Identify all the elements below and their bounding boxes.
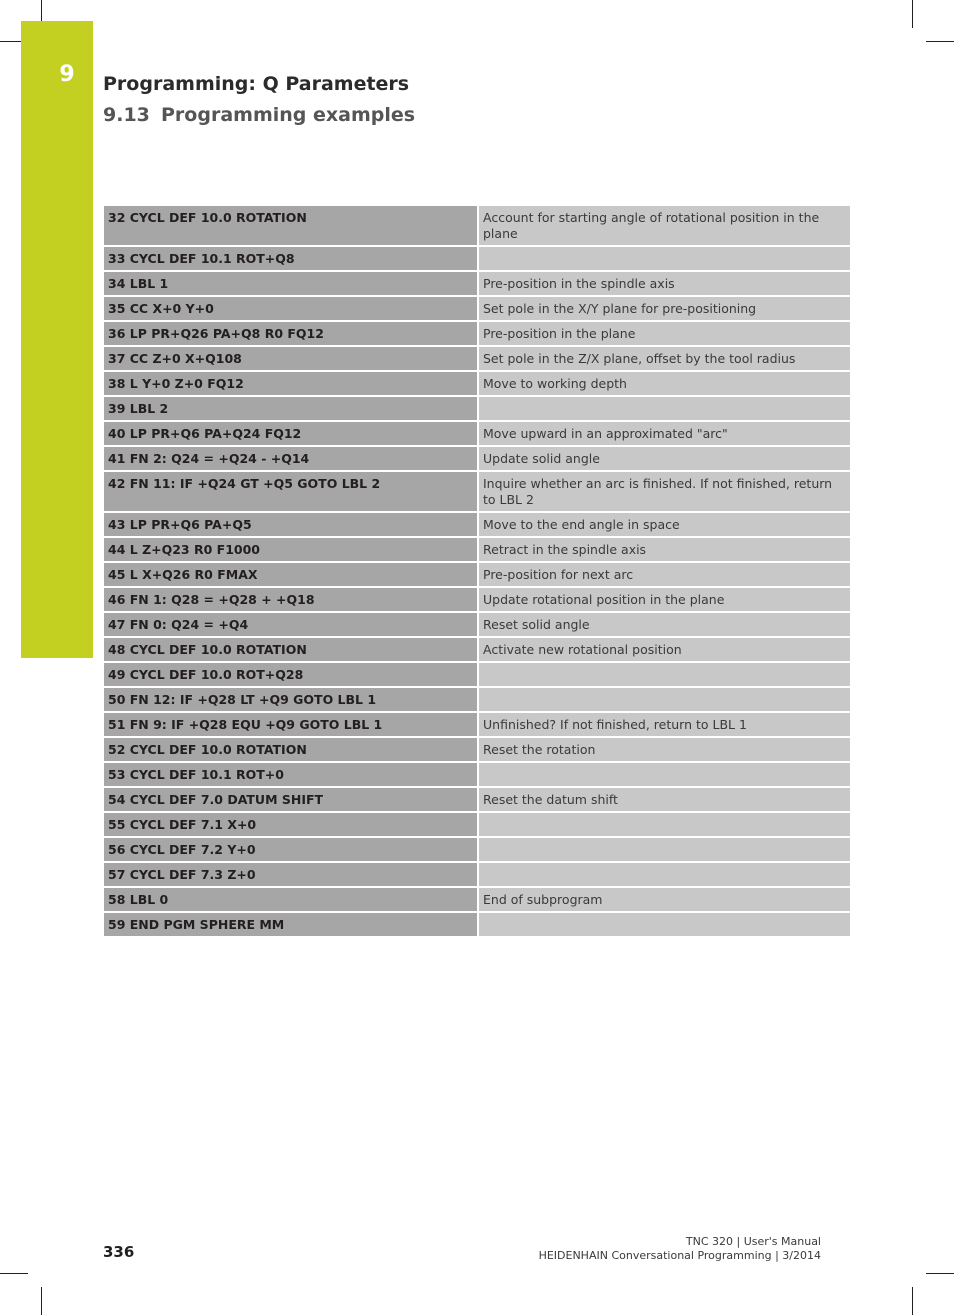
table-row [104,471,850,512]
table-row [104,587,850,612]
description-cell: Move upward in an approximated "arc" [478,421,850,446]
table-row [104,737,850,762]
description-cell [478,246,850,271]
description-cell: Pre-position for next arc [478,562,850,587]
section-number: 9.13 [103,104,150,126]
table-row [104,446,850,471]
table-row [104,637,850,662]
description-cell: Reset the datum shift [478,787,850,812]
crop-mark [0,1273,28,1274]
description-cell: Inquire whether an arc is finished. If not finished, return to LBL 2 [478,471,850,512]
nc-code-cell: 47 FN 0: Q24 = +Q4 [104,612,478,637]
chapter-number: 9 [59,62,75,87]
section-title [103,104,415,126]
table-row [104,787,850,812]
program-table [104,206,850,938]
table-row [104,371,850,396]
nc-code-cell: 34 LBL 1 [104,271,478,296]
crop-mark [926,1273,954,1274]
table-row [104,862,850,887]
table-row [104,912,850,937]
table-row [104,321,850,346]
description-cell [478,862,850,887]
description-cell: Reset solid angle [478,612,850,637]
nc-code-cell: 39 LBL 2 [104,396,478,421]
description-cell: Activate new rotational position [478,637,850,662]
section-heading: Programming examples [161,104,416,126]
table-row [104,271,850,296]
table-row [104,396,850,421]
nc-code-cell: 58 LBL 0 [104,887,478,912]
table-row [104,421,850,446]
footer-info [539,1235,821,1263]
description-cell [478,837,850,862]
nc-code-cell: 36 LP PR+Q26 PA+Q8 R0 FQ12 [104,321,478,346]
table-row [104,346,850,371]
nc-code-cell: 49 CYCL DEF 10.0 ROT+Q28 [104,662,478,687]
crop-mark [41,1287,42,1315]
chapter-title: Programming: Q Parameters [103,73,410,95]
nc-code-cell: 42 FN 11: IF +Q24 GT +Q5 GOTO LBL 2 [104,471,478,512]
description-cell: Set pole in the X/Y plane for pre-positioning [478,296,850,321]
table-row [104,562,850,587]
table-row [104,206,850,246]
nc-code-cell: 37 CC Z+0 X+Q108 [104,346,478,371]
nc-code-cell: 56 CYCL DEF 7.2 Y+0 [104,837,478,862]
nc-code-cell: 46 FN 1: Q28 = +Q28 + +Q18 [104,587,478,612]
crop-mark [926,41,954,42]
description-cell [478,396,850,421]
nc-code-cell: 54 CYCL DEF 7.0 DATUM SHIFT [104,787,478,812]
description-cell [478,812,850,837]
crop-mark [912,0,913,28]
nc-code-cell: 51 FN 9: IF +Q28 EQU +Q9 GOTO LBL 1 [104,712,478,737]
program-body [104,206,850,937]
nc-code-cell: 59 END PGM SPHERE MM [104,912,478,937]
nc-code-cell: 35 CC X+0 Y+0 [104,296,478,321]
description-cell: Retract in the spindle axis [478,537,850,562]
nc-code-cell: 50 FN 12: IF +Q28 LT +Q9 GOTO LBL 1 [104,687,478,712]
nc-code-cell: 38 L Y+0 Z+0 FQ12 [104,371,478,396]
table-row [104,712,850,737]
description-cell: Pre-position in the spindle axis [478,271,850,296]
crop-mark [912,1287,913,1315]
nc-code-cell: 53 CYCL DEF 10.1 ROT+0 [104,762,478,787]
description-cell: Unfinished? If not finished, return to LBL 1 [478,712,850,737]
description-cell: Set pole in the Z/X plane, offset by the tool radius [478,346,850,371]
description-cell: Update rotational position in the plane [478,587,850,612]
nc-code-cell: 57 CYCL DEF 7.3 Z+0 [104,862,478,887]
table-row [104,512,850,537]
nc-code-cell: 45 L X+Q26 R0 FMAX [104,562,478,587]
table-row [104,687,850,712]
footer-manual-line: TNC 320 | User's Manual [685,1235,821,1248]
table-row [104,537,850,562]
page-number: 336 [103,1243,135,1261]
description-cell [478,762,850,787]
table-row [104,762,850,787]
nc-code-cell: 43 LP PR+Q6 PA+Q5 [104,512,478,537]
table-row [104,612,850,637]
table-row [104,837,850,862]
description-cell: Pre-position in the plane [478,321,850,346]
description-cell [478,662,850,687]
description-cell [478,912,850,937]
description-cell: End of subprogram [478,887,850,912]
description-cell: Move to working depth [478,371,850,396]
description-cell: Reset the rotation [478,737,850,762]
table-row [104,887,850,912]
description-cell: Update solid angle [478,446,850,471]
description-cell: Move to the end angle in space [478,512,850,537]
nc-code-cell: 52 CYCL DEF 10.0 ROTATION [104,737,478,762]
table-row [104,246,850,271]
nc-code-cell: 55 CYCL DEF 7.1 X+0 [104,812,478,837]
nc-code-cell: 44 L Z+Q23 R0 F1000 [104,537,478,562]
footer-product-line: HEIDENHAIN Conversational Programming | 3/2014 [538,1249,821,1262]
nc-code-cell: 40 LP PR+Q6 PA+Q24 FQ12 [104,421,478,446]
nc-code-cell: 32 CYCL DEF 10.0 ROTATION [104,206,478,246]
table-row [104,812,850,837]
nc-code-cell: 41 FN 2: Q24 = +Q24 - +Q14 [104,446,478,471]
table-row [104,662,850,687]
nc-code-cell: 33 CYCL DEF 10.1 ROT+Q8 [104,246,478,271]
table-row [104,296,850,321]
description-cell: Account for starting angle of rotational position in the plane [478,206,850,246]
nc-code-cell: 48 CYCL DEF 10.0 ROTATION [104,637,478,662]
chapter-tab [21,21,93,658]
description-cell [478,687,850,712]
